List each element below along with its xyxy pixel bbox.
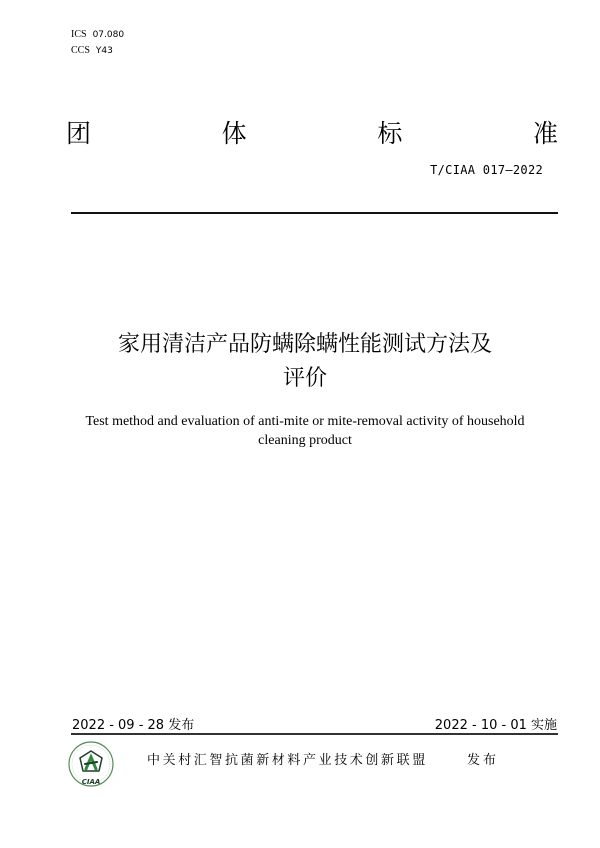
english-title-line-2: cleaning product	[258, 433, 352, 448]
chinese-title-line-2: 评价	[282, 366, 327, 391]
ciaa-logo-icon	[66, 740, 116, 790]
standard-type-heading	[66, 114, 558, 150]
chinese-title-line-1: 家用清洁产品防螨除螨性能测试方法及	[117, 332, 492, 357]
publisher-name: 中关村汇智抗菌新材料产业技术创新联盟	[147, 753, 428, 768]
ics-row	[71, 27, 124, 43]
english-title	[60, 412, 550, 450]
ccs-row	[71, 43, 124, 59]
heading-char-1: 团	[66, 119, 92, 148]
issue-date: 2022 - 09 - 28 发布	[72, 718, 195, 733]
ics-value: 07.080	[92, 30, 125, 40]
chinese-title	[60, 328, 550, 396]
ccs-label: CCS	[71, 45, 90, 56]
bottom-divider	[71, 733, 558, 735]
heading-char-4: 准	[532, 119, 558, 148]
publish-label: 发布	[467, 753, 500, 768]
top-divider	[71, 212, 558, 214]
ics-label: ICS	[71, 29, 87, 40]
standard-number: T/CIAA 017—2022	[430, 163, 543, 177]
classification-codes	[71, 27, 124, 59]
english-title-line-1: Test method and evaluation of anti-mite or mite-removal activity of household	[85, 414, 525, 429]
heading-char-3: 标	[377, 119, 403, 148]
logo-text: CIAA	[81, 778, 101, 786]
heading-char-2: 体	[221, 119, 247, 148]
implementation-date: 2022 - 10 - 01 实施	[434, 718, 557, 733]
ccs-value: Y43	[95, 46, 113, 56]
